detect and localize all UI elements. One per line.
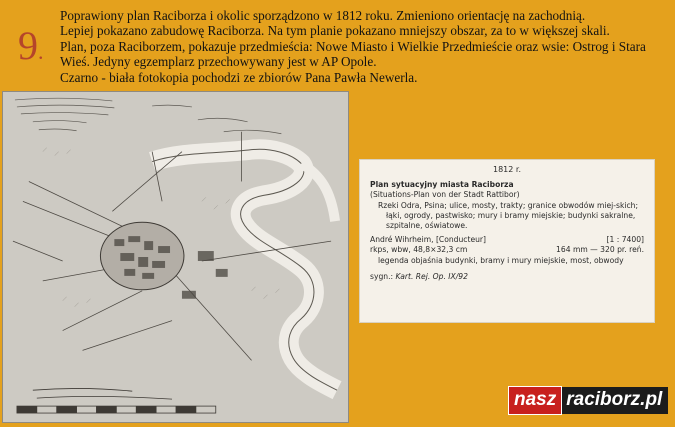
intro-line: Plan, poza Raciborzem, pokazuje przedmieścia: Nowe Miasto i Wielkie Przedmieście oraz wsie: Ostrog i Stara Wieś. Jedyny egzemplarz przechowywany jest w AP Opole. bbox=[60, 38, 646, 70]
site-logo[interactable] bbox=[508, 384, 668, 416]
card-signature-value: Kart. Rej. Op. IX/92 bbox=[395, 271, 468, 281]
intro-line: Poprawiony plan Raciborza i okolic sporządzono w 1812 roku. Zmieniono orientację na zachodnią. bbox=[60, 8, 586, 23]
historical-map-image bbox=[2, 91, 349, 423]
card-medium: rkps, wbw, 48,8×32,3 cm bbox=[370, 245, 468, 255]
item-number-digit: 9 bbox=[18, 23, 38, 68]
card-year: 1812 r. bbox=[493, 165, 521, 174]
intro-text bbox=[60, 8, 666, 85]
item-number-dot: . bbox=[38, 39, 44, 64]
card-signature-label: sygn.: bbox=[370, 271, 394, 281]
logo-part-raciborz: raciborz.pl bbox=[562, 387, 668, 414]
catalog-card bbox=[359, 159, 655, 323]
card-signature bbox=[370, 272, 644, 282]
item-number bbox=[18, 23, 44, 68]
intro-line: Lepiej pokazano zabudowę Raciborza. Na tym planie pokazano mniejszy obszar, za to w większej skali. bbox=[60, 23, 610, 39]
card-legend: legenda objaśnia budynki, bramy i mury miejskie, most, obwody bbox=[378, 255, 624, 265]
card-subtitle: (Situations-Plan von der Stadt Rattibor) bbox=[370, 190, 520, 200]
map-drawing bbox=[3, 92, 348, 422]
card-medium-row bbox=[370, 245, 644, 255]
card-scale-length: 164 mm — 320 pr. reń. bbox=[556, 245, 644, 255]
card-description: Rzeki Odra, Psina; ulice, mosty, trakty; granice obwodów miej-skich; łąki, ogrody, pastwisko; mury i bramy miejskie; budynki sakralne, szpitalne, oświatowe. bbox=[378, 200, 639, 231]
logo-part-nasz: nasz bbox=[508, 386, 562, 415]
card-author: André Wihrheim, [Conducteur] bbox=[370, 235, 487, 245]
card-title: Plan sytuacyjny miasta Raciborza bbox=[370, 180, 514, 190]
card-scale: [1 : 7400] bbox=[606, 235, 644, 245]
intro-line: Czarno - biała fotokopia pochodzi ze zbiorów Pana Pawła Newerla. bbox=[60, 69, 418, 85]
card-author-row bbox=[370, 235, 644, 245]
